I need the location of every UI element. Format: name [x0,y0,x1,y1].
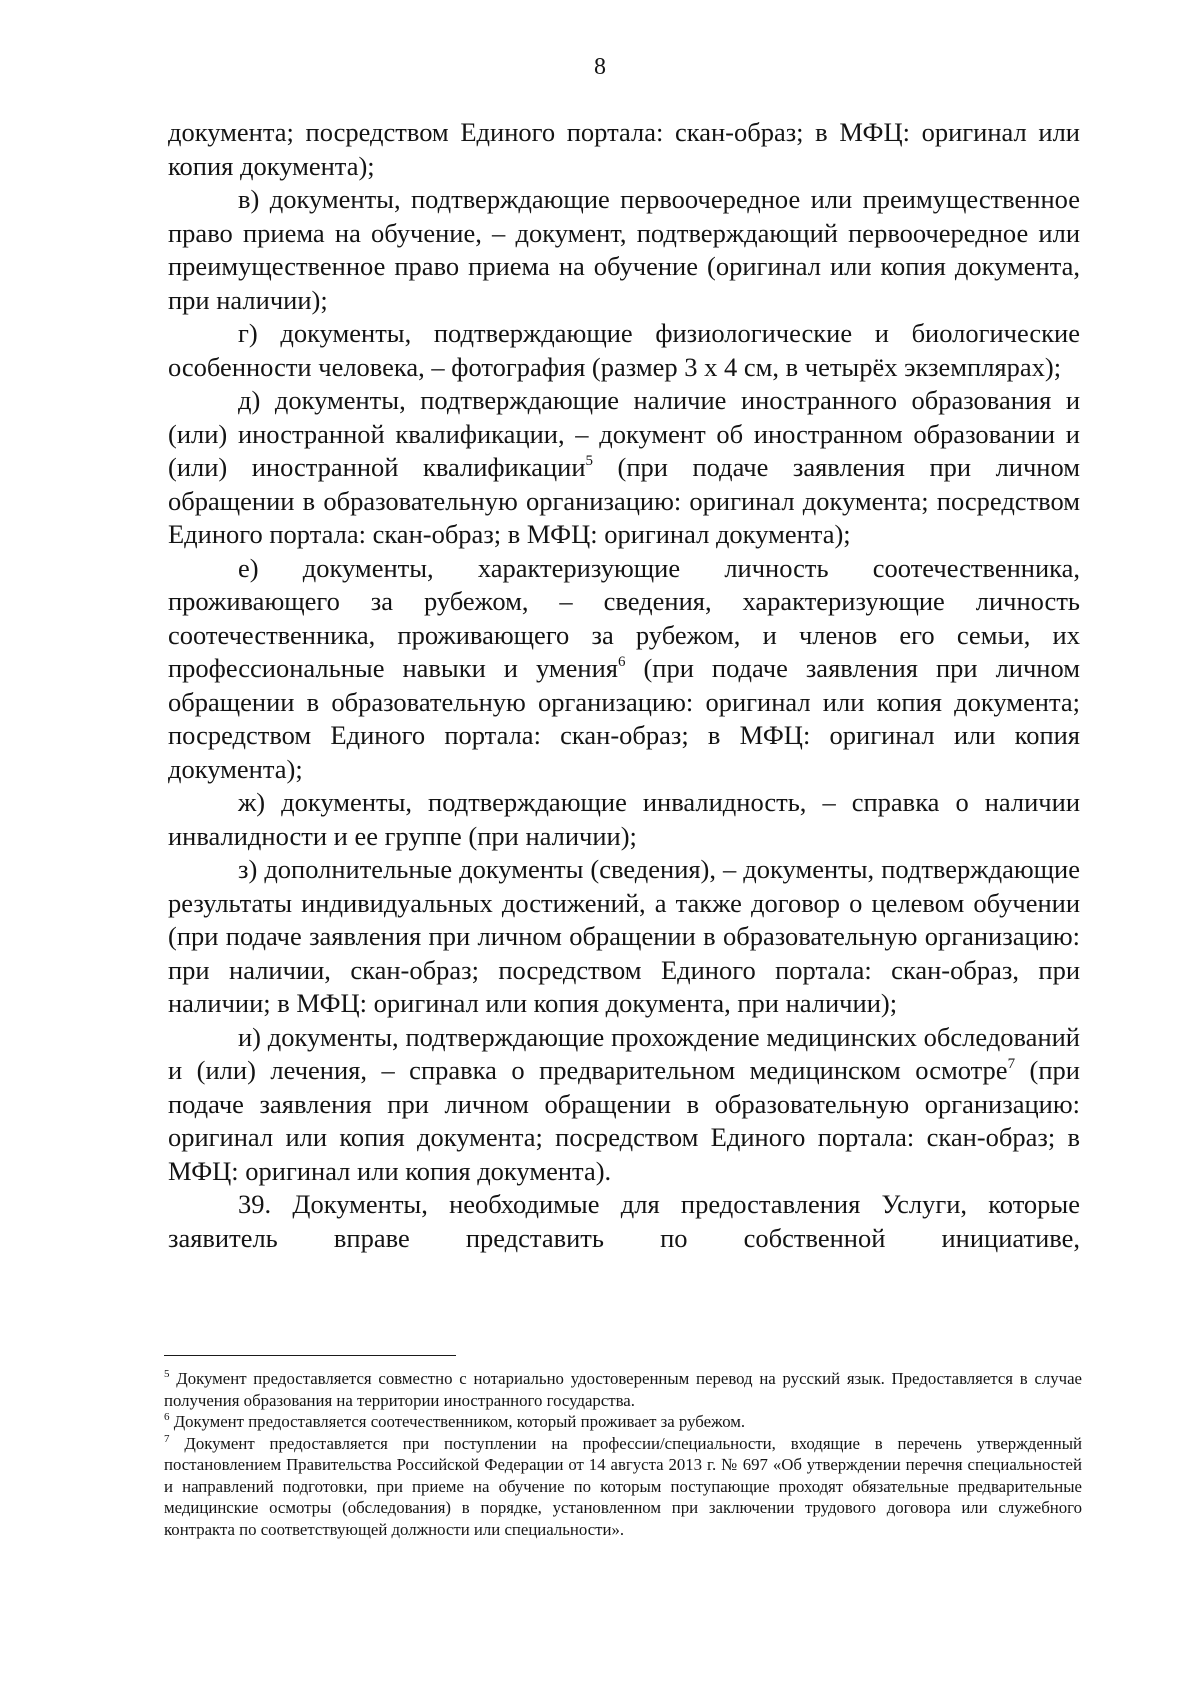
paragraph-item-zh: ж) документы, подтверждающие инвалидность, – справка о наличии инвалидности и ее группе (при наличии); [168,787,1080,851]
footnote-text: Документ предоставляется совместно с нотариально удостоверенным перевод на русский язык. Предоставляется в случае получения образования на территории иностранного государства. [164,1369,1082,1410]
paragraph-text: и) документы, подтверждающие прохождение медицинских обследований и (или) лечения, – справка о предварительном медицинском осмотре [168,1021,1080,1085]
footnote-6 [164,1411,1082,1433]
footnote-text: Документ предоставляется соотечественником, который проживает за рубежом. [169,1412,746,1431]
footnote-separator [164,1355,456,1356]
paragraph-text: (при подаче заявления при личном обращении в образовательную организацию: оригинал или копия документа; посредством Единого портала: скан-образ; в МФЦ: оригинал или копия документа); [168,653,1080,784]
paragraph-continuation: документа; посредством Единого портала: скан-образ; в МФЦ: оригинал или копия документа); [168,117,1080,181]
paragraph-item-i [168,1021,1080,1189]
paragraph-item-v: в) документы, подтверждающие первоочередное или преимущественное право приема на обучение, – документ, подтверждающий первоочередное или преимущественное право приема на обучение (оригинал или копия документа, при наличии); [168,184,1080,315]
paragraph-item-z: з) дополнительные документы (сведения), – документы, подтверждающие результаты индивидуальных достижений, а также договор о целевом обучении (при подаче заявления при личном обращении в образовательную организацию: при наличии, скан-образ; посредством Единого портала: скан-образ, при наличии; в МФЦ: оригинал или копия документа, при наличии); [168,854,1080,1018]
footnote-7 [164,1433,1082,1541]
paragraph-text: (при подаче заявления при личном обращении в образовательную организацию: оригинал документа; посредством Единого портала: скан-образ; в МФЦ: оригинал документа); [168,452,1080,549]
paragraph-text: д) документы, подтверждающие наличие иностранного образования и (или) иностранной квалификации, – документ об иностранном образовании и (или) иностранной квалификации [168,385,1080,482]
paragraph-text: е) документы, характеризующие личность соотечественника, проживающего за рубежом, – сведения, характеризующие личность соотечественника, проживающего за рубежом, и членов его семьи, их профессиональные навыки и умения [168,552,1080,683]
main-text [168,116,1080,1255]
footnote-text: Документ предоставляется при поступлении на профессии/специальности, входящие в перечень утвержденный постановлением Правительства Российской Федерации от 14 августа 2013 г. № 697 «Об утверждении перечня специальностей и направлений подготовки, при приеме на обучение по которым поступающие проходят обязательные предварительные медицинские осмотры (обследования) в порядке, установленном при заключении трудового договора или служебного контракта по соответствующей должности или специальности». [164,1433,1082,1539]
paragraph-item-e [168,552,1080,787]
footnote-number: 7 [164,1432,170,1445]
footnotes [164,1368,1082,1540]
paragraph-item-d [168,384,1080,552]
footnote-ref-7[interactable]: 7 [1007,1056,1016,1072]
footnote-ref-5[interactable]: 5 [585,453,594,469]
footnote-number: 5 [164,1368,170,1380]
footnote-number: 6 [164,1411,170,1423]
footnote-5 [164,1368,1082,1411]
page-number: 8 [594,54,606,80]
paragraph-text: (при подаче заявления при личном обращении в образовательную организацию: оригинал или копия документа; посредством Единого портала: скан-образ; в МФЦ: оригинал или копия документа). [168,1055,1080,1186]
paragraph-item-g: г) документы, подтверждающие физиологические и биологические особенности человека, – фотография (размер 3 x 4 см, в четырёх экземплярах); [168,318,1080,382]
footnote-ref-6[interactable]: 6 [617,654,626,670]
paragraph-39: 39. Документы, необходимые для предоставления Услуги, которые заявитель вправе представить по собственной инициативе, [168,1189,1080,1253]
